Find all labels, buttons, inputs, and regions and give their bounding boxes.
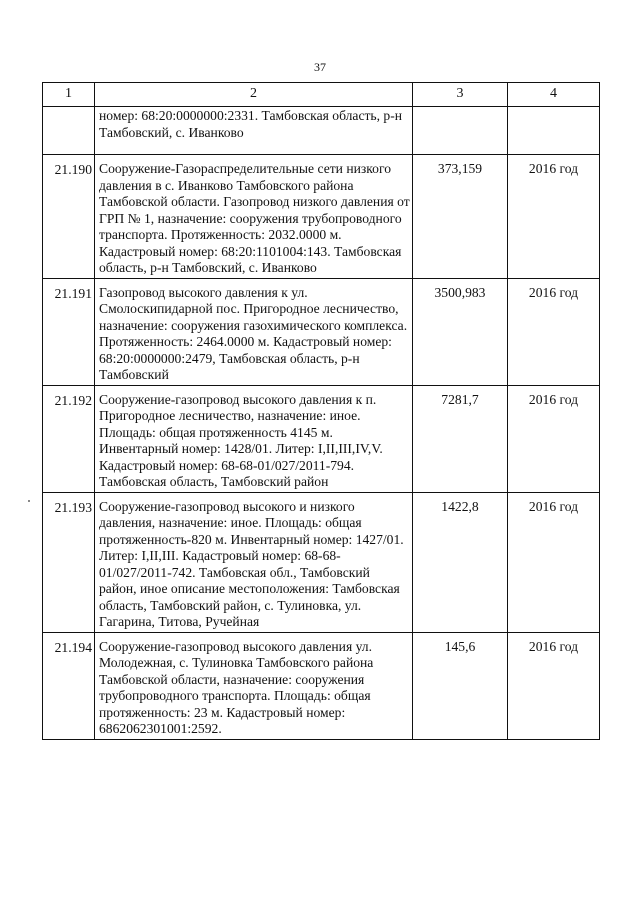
header-col-4: 4 (508, 83, 600, 107)
row-description: Сооружение-газопровод высокого и низкого давления, назначение: иное. Площадь: общая протяженность-820 м. Инвентарный номер: 1427/01. Литер: I,II,III. Кадастровый номер: 68-68-01/027/2011-742. Тамбовская обл., Тамбовский район, иное описание местоположения: Тамбовская область, Тамбовский район, с. Тулиновка, ул. Гагарина, Титова, Ручейная (95, 492, 413, 632)
row-description: Сооружение-Газораспределительные сети низкого давления в с. Иванково Тамбовского района Тамбовской области. Газопровод низкого давления от ГРП № 1, назначение: сооружения трубопроводного транспорта. Протяженность: 2032.0000 м. Кадастровый номер: 68:20:1101004:143. Тамбовская область, р-н Тамбовский, с. Иванково (95, 155, 413, 279)
row-year: 2016 год (508, 632, 600, 739)
table-row-continuation (43, 107, 600, 155)
table-row (43, 385, 600, 492)
row-number: 21.192 (43, 385, 95, 492)
table-row (43, 278, 600, 385)
row-description: Сооружение-газопровод высокого давления ул. Молодежная, с. Тулиновка Тамбовского района Тамбовской области, назначение: сооружения трубопроводного транспорта. Площадь: общая протяженность: 23 м. Кадастровый номер: 6862062301001:2592. (95, 632, 413, 739)
row-value: 3500,983 (413, 278, 508, 385)
table-row (43, 492, 600, 632)
row-description: Газопровод высокого давления к ул. Смолоскипидарной пос. Пригородное лесничество, назначение: сооружения газохимического комплекса. Протяженность: 2464.0000 м. Кадастровый номер: 68:20:0000000:2479, Тамбовская область, р-н Тамбовский (95, 278, 413, 385)
row-value: 7281,7 (413, 385, 508, 492)
page-number: 37 (314, 60, 326, 74)
row-number: 21.193 (43, 492, 95, 632)
row-year: 2016 год (508, 155, 600, 279)
header-col-3: 3 (413, 83, 508, 107)
row-description: номер: 68:20:0000000:2331. Тамбовская область, р-н Тамбовский, с. Иванково (95, 107, 413, 155)
row-value (413, 107, 508, 155)
row-year (508, 107, 600, 155)
row-year: 2016 год (508, 385, 600, 492)
table-row (43, 155, 600, 279)
row-value: 145,6 (413, 632, 508, 739)
row-description: Сооружение-газопровод высокого давления к п. Пригородное лесничество, назначение: иное. Площадь: общая протяженность 4145 м. Инвентарный номер: 1428/01. Литер: I,II,III,IV,V. Кадастровый номер: 68-68-01/027/2011-794. Тамбовская область, Тамбовский район (95, 385, 413, 492)
header-col-2: 2 (95, 83, 413, 107)
header-col-1: 1 (43, 83, 95, 107)
row-number (43, 107, 95, 155)
table-row (43, 632, 600, 739)
row-number: 21.190 (43, 155, 95, 279)
row-number: 21.191 (43, 278, 95, 385)
row-number: 21.194 (43, 632, 95, 739)
row-year: 2016 год (508, 278, 600, 385)
table-header-row (43, 83, 600, 107)
property-registry-table (42, 82, 600, 740)
scan-speck (28, 500, 30, 502)
row-value: 373,159 (413, 155, 508, 279)
row-year: 2016 год (508, 492, 600, 632)
row-value: 1422,8 (413, 492, 508, 632)
